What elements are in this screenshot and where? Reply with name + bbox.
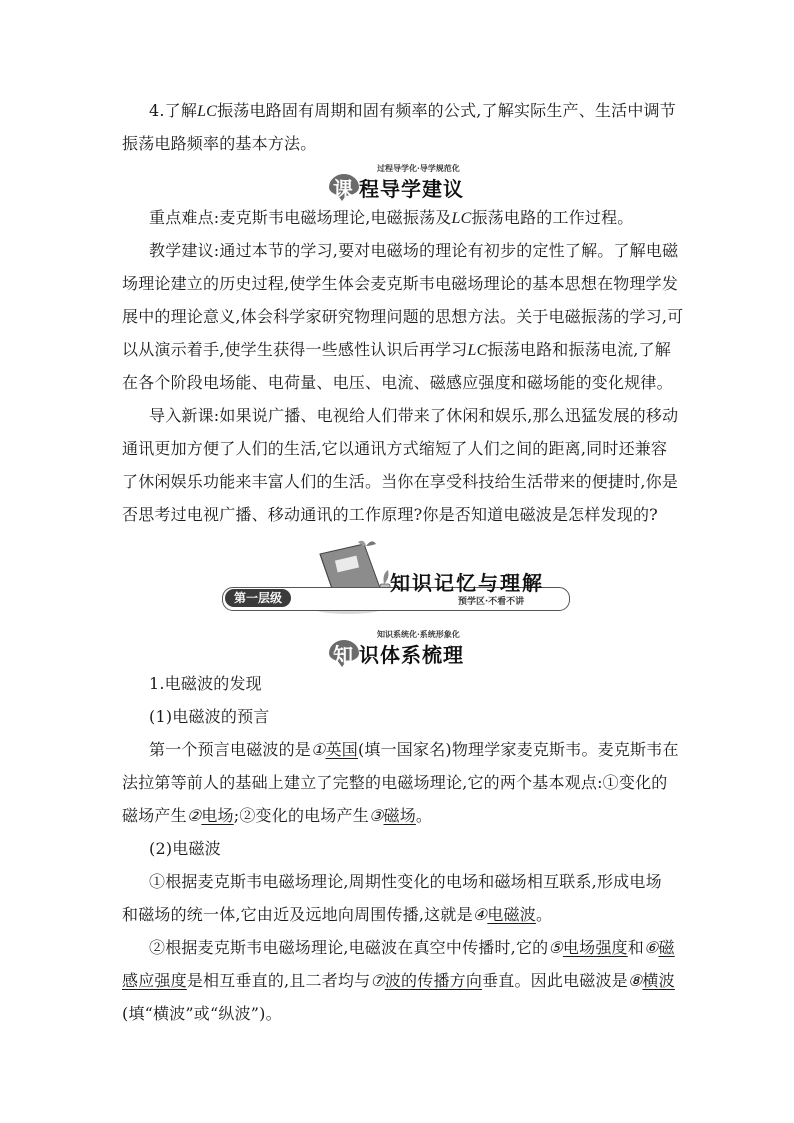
heading-1-1: (1)电磁波的预言	[149, 707, 270, 726]
answer-6-part-2: 感应强度	[122, 971, 187, 990]
answer-4: 电磁波	[487, 905, 536, 924]
answer-3: 磁场	[383, 806, 416, 825]
guide-intro-1: 导入新课:如果说广播、电视给人们带来了休闲和娱乐,那么迅猛发展的移动	[149, 406, 679, 425]
para-1-line-2: 法拉第等前人的基础上建立了完整的电磁场理论,它的两个基本观点:①变化的	[122, 773, 668, 792]
para-3-line-3: (填“横波”或“纵波”)。	[122, 1004, 282, 1023]
heading-1-2: (2)电磁波	[149, 839, 221, 858]
banner-subtitle: 预学区·不看不讲	[458, 597, 525, 607]
guide-intro-2: 通讯更加方便了人们的生活,它以通讯方式缩短了人们之间的距离,同时还兼容	[122, 439, 668, 458]
header-first-char: 知	[333, 643, 353, 667]
para-1-line-3: 磁场产生②电场;②变化的电场产生③磁场。	[122, 806, 433, 825]
guide-advice-2: 场理论建立的历史过程,使学生体会麦克斯韦电磁场理论的基本思想在物理学发	[122, 274, 679, 293]
guide-difficulty: 重点难点:麦克斯韦电磁场理论,电磁振荡及LC振荡电路的工作过程。	[149, 208, 634, 227]
para-3-line-2: 感应强度是相互垂直的,且二者均与⑦波的传播方向垂直。因此电磁波是⑧横波	[122, 971, 675, 990]
system-section-header	[329, 629, 479, 668]
para-1-line-1: 第一个预言电磁波的是①英国(填一国家名)物理学家麦克斯韦。麦克斯韦在	[149, 740, 679, 759]
para-3-line-1: ②根据麦克斯韦电磁场理论,电磁波在真空中传播时,它的⑤电场强度和⑥磁	[149, 938, 675, 957]
header-title: 程导学建议	[359, 177, 464, 201]
para-2-line-2: 和磁场的统一体,它由近及远地向周围传播,这就是④电磁波。	[122, 905, 553, 924]
guide-intro-3: 了休闲娱乐功能来丰富人们的生活。当你在享受科技给生活带来的便捷时,你是	[122, 472, 679, 491]
answer-5: 电场强度	[562, 938, 628, 957]
objective-4-line-2: 振荡电路频率的基本方法。	[122, 134, 317, 153]
guide-advice-3: 展中的理论意义,体会科学家研究物理问题的思想方法。关于电磁振荡的学习,可	[122, 307, 684, 326]
header-title: 识体系梳理	[359, 643, 464, 667]
answer-7: 波的传播方向	[384, 971, 483, 990]
guide-advice-5: 在各个阶段电场能、电荷量、电压、电流、磁感应强度和磁场能的变化规律。	[122, 373, 673, 392]
level-banner	[222, 540, 572, 620]
guide-advice-4: 以从演示着手,使学生获得一些感性认识后再学习LC振荡电路和振荡电流,了解	[122, 340, 671, 359]
guide-advice-1: 教学建议:通过本节的学习,要对电磁场的理论有初步的定性了解。了解电磁	[149, 241, 679, 260]
guide-intro-4: 否思考过电视广播、移动通讯的工作原理?你是否知道电磁波是怎样发现的?	[122, 505, 658, 524]
guide-section-header	[329, 163, 479, 202]
heading-1: 1.电磁波的发现	[149, 674, 262, 693]
answer-2: 电场	[201, 806, 234, 825]
answer-1: 英国	[325, 740, 358, 759]
header-tagline: 过程导学化·导学规范化	[377, 163, 460, 173]
para-2-line-1: ①根据麦克斯韦电磁场理论,周期性变化的电场和磁场相互联系,形成电场	[149, 872, 662, 891]
banner-title: 知识记忆与理解	[390, 571, 544, 595]
answer-6-part-1: 磁	[658, 938, 675, 957]
objective-4-line-1: 4.了解LC振荡电路固有周期和固有频率的公式,了解实际生产、生活中调节	[149, 101, 676, 120]
header-first-char: 课	[333, 177, 353, 201]
level-badge: 第一层级	[225, 589, 291, 607]
answer-8: 横波	[642, 971, 675, 990]
header-tagline: 知识系统化·系统形象化	[377, 629, 460, 639]
